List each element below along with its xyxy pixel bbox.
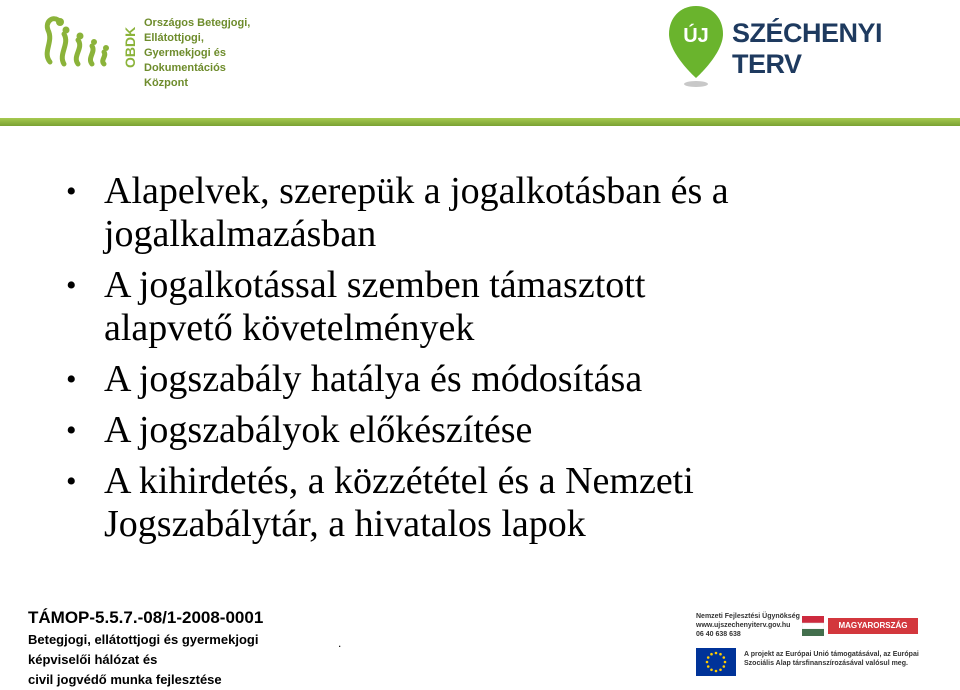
obdk-vertical-label (120, 14, 140, 70)
obdk-name-line: Dokumentációs Központ (144, 62, 226, 89)
bullet-icon: • (66, 363, 77, 396)
slide-content (66, 170, 926, 554)
bullet-icon: • (66, 414, 77, 447)
obdk-logo (40, 8, 270, 89)
bullet-text: jogalkalmazásban (104, 213, 377, 255)
bullet-icon: • (66, 465, 77, 498)
header-divider (0, 118, 960, 126)
obdk-figures-icon (40, 12, 120, 70)
bullet-item (66, 170, 926, 256)
bullet-text: Jogszabálytár, a hivatalos lapok (104, 503, 586, 545)
szechenyi-terv-text: SZÉCHENYI TERV (732, 18, 883, 79)
header (0, 0, 960, 118)
eu-funding-note (744, 650, 934, 668)
magyarorszag-megujul-banner: MAGYARORSZÁG MEGÚJUL (828, 618, 918, 634)
bullet-item (66, 264, 926, 350)
nfu-info (696, 612, 800, 639)
obdk-name-line: Országos Betegjogi, (144, 17, 251, 29)
bullet-text: A jogszabályok előkészítése (104, 409, 533, 451)
project-description-line: civil jogvédő munka fejlesztése (28, 672, 222, 687)
bullet-list (66, 170, 926, 546)
bullet-icon: • (66, 175, 77, 208)
nfu-line: www.ujszechenyiterv.gov.hu (696, 622, 791, 629)
footer-dot: . (338, 636, 342, 650)
eu-flag-icon (696, 648, 736, 676)
project-description-line: Betegjogi, ellátottjogi és gyermekjogi (28, 632, 259, 647)
project-code: TÁMOP-5.5.7.-08/1-2008-0001 (28, 608, 264, 627)
nfu-line: 06 40 638 638 (696, 631, 741, 638)
szechenyi-terv-logo (666, 4, 936, 92)
map-pin-icon (666, 4, 726, 88)
eu-note-line: Szociális Alap társfinanszírozásával valósul meg. (744, 660, 908, 667)
hungarian-flag-icon (802, 616, 824, 636)
bullet-icon: • (66, 269, 77, 302)
nfu-line: Nemzeti Fejlesztési Ügynökség (696, 613, 800, 620)
eu-note-line: A projekt az Európai Unió támogatásával, az Európai (744, 651, 919, 658)
bullet-text: A jogalkotással szemben támasztott (104, 264, 646, 306)
obdk-name-line: Ellátottjogi, Gyermekjogi és (144, 32, 226, 59)
bullet-text: A kihirdetés, a közzététel és a Nemzeti (104, 460, 694, 502)
funding-logos (684, 606, 934, 682)
bullet-item (66, 358, 926, 401)
svg-text:OBDK: OBDK (122, 26, 138, 68)
bullet-item (66, 409, 926, 452)
project-description-line: képviselői hálózat és (28, 652, 158, 667)
svg-text:ÚJ: ÚJ (683, 25, 709, 47)
obdk-name (144, 16, 270, 91)
bullet-text: A jogszabály hatálya és módosítása (104, 358, 643, 400)
bullet-text: Alapelvek, szerepük a jogalkotásban és a (104, 170, 729, 212)
bullet-text: alapvető követelmények (104, 307, 475, 349)
bullet-item (66, 460, 926, 546)
footer-project-info (28, 606, 263, 690)
